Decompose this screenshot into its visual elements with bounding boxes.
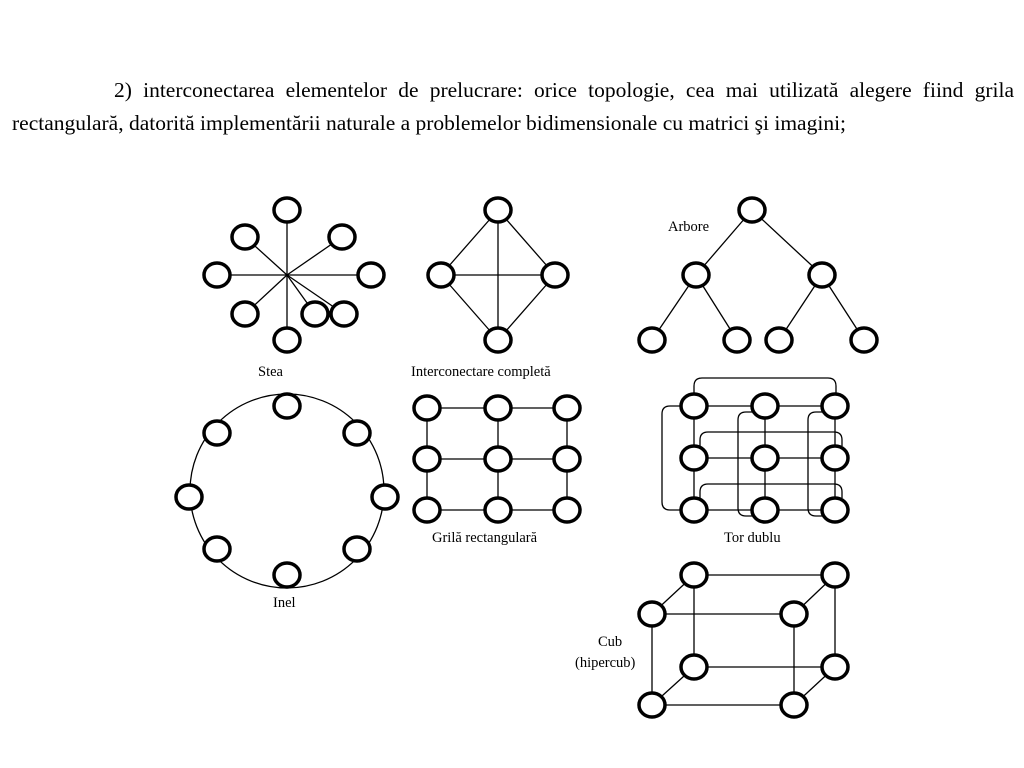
torus-label: Tor dublu bbox=[724, 530, 781, 546]
cube-label: Cub bbox=[598, 634, 623, 650]
tree-node bbox=[739, 198, 765, 222]
star-node bbox=[274, 198, 300, 222]
complete-topology bbox=[411, 198, 568, 380]
complete-node bbox=[485, 198, 511, 222]
torus-node bbox=[752, 446, 778, 470]
star-label: Stea bbox=[258, 364, 283, 380]
body-paragraph: 2) interconectarea elementelor de prelucrare: orice topologie, cea mai utilizată alegere fiind grila rectangulară, datorită implementării naturale a problemelor bidimensionale cu matrici şi imagini; bbox=[12, 78, 1014, 135]
grid-node bbox=[414, 498, 440, 522]
torus-node bbox=[822, 394, 848, 418]
hypercube-label: (hipercub) bbox=[575, 655, 636, 671]
torus-node bbox=[822, 498, 848, 522]
torus-node bbox=[752, 498, 778, 522]
ring-node bbox=[344, 537, 370, 561]
ring-node bbox=[344, 421, 370, 445]
star-node bbox=[358, 263, 384, 287]
star-node bbox=[204, 263, 230, 287]
cube-node bbox=[822, 563, 848, 587]
tree-label: Arbore bbox=[668, 219, 710, 235]
cube-node bbox=[781, 693, 807, 717]
cube-node bbox=[681, 655, 707, 679]
ring-topology bbox=[176, 394, 398, 611]
torus-topology bbox=[662, 378, 848, 546]
torus-node bbox=[752, 394, 778, 418]
cube-node bbox=[781, 602, 807, 626]
complete-node bbox=[428, 263, 454, 287]
star-node bbox=[302, 302, 328, 326]
tree-node bbox=[851, 328, 877, 352]
star-topology bbox=[204, 198, 384, 380]
cube-node bbox=[639, 602, 665, 626]
tree-node bbox=[809, 263, 835, 287]
ring-label: Inel bbox=[273, 595, 296, 611]
star-node bbox=[331, 302, 357, 326]
grid-node bbox=[554, 396, 580, 420]
grid-node bbox=[554, 447, 580, 471]
star-node bbox=[329, 225, 355, 249]
grid-topology bbox=[414, 396, 580, 546]
complete-edges bbox=[441, 210, 555, 340]
complete-node bbox=[485, 328, 511, 352]
grid-node bbox=[485, 498, 511, 522]
grid-node bbox=[485, 396, 511, 420]
star-node bbox=[232, 302, 258, 326]
ring-node bbox=[274, 563, 300, 587]
cube-node bbox=[681, 563, 707, 587]
torus-node bbox=[681, 498, 707, 522]
cube-node bbox=[822, 655, 848, 679]
cube-edges bbox=[652, 575, 835, 705]
grid-label: Grilă rectangulară bbox=[432, 530, 538, 546]
grid-node bbox=[485, 447, 511, 471]
tree-node bbox=[683, 263, 709, 287]
grid-node bbox=[414, 447, 440, 471]
cube-topology bbox=[575, 563, 848, 717]
complete-node bbox=[542, 263, 568, 287]
tree-node bbox=[639, 328, 665, 352]
grid-node bbox=[414, 396, 440, 420]
grid-node bbox=[554, 498, 580, 522]
complete-label: Interconectare completă bbox=[411, 364, 551, 380]
ring-node bbox=[204, 421, 230, 445]
ring-node bbox=[204, 537, 230, 561]
tree-node bbox=[724, 328, 750, 352]
torus-node bbox=[681, 394, 707, 418]
star-node bbox=[232, 225, 258, 249]
torus-node bbox=[822, 446, 848, 470]
ring-node bbox=[372, 485, 398, 509]
cube-node bbox=[639, 693, 665, 717]
torus-node bbox=[681, 446, 707, 470]
ring-node bbox=[176, 485, 202, 509]
tree-topology bbox=[639, 198, 877, 352]
ring-node bbox=[274, 394, 300, 418]
star-node bbox=[274, 328, 300, 352]
tree-node bbox=[766, 328, 792, 352]
